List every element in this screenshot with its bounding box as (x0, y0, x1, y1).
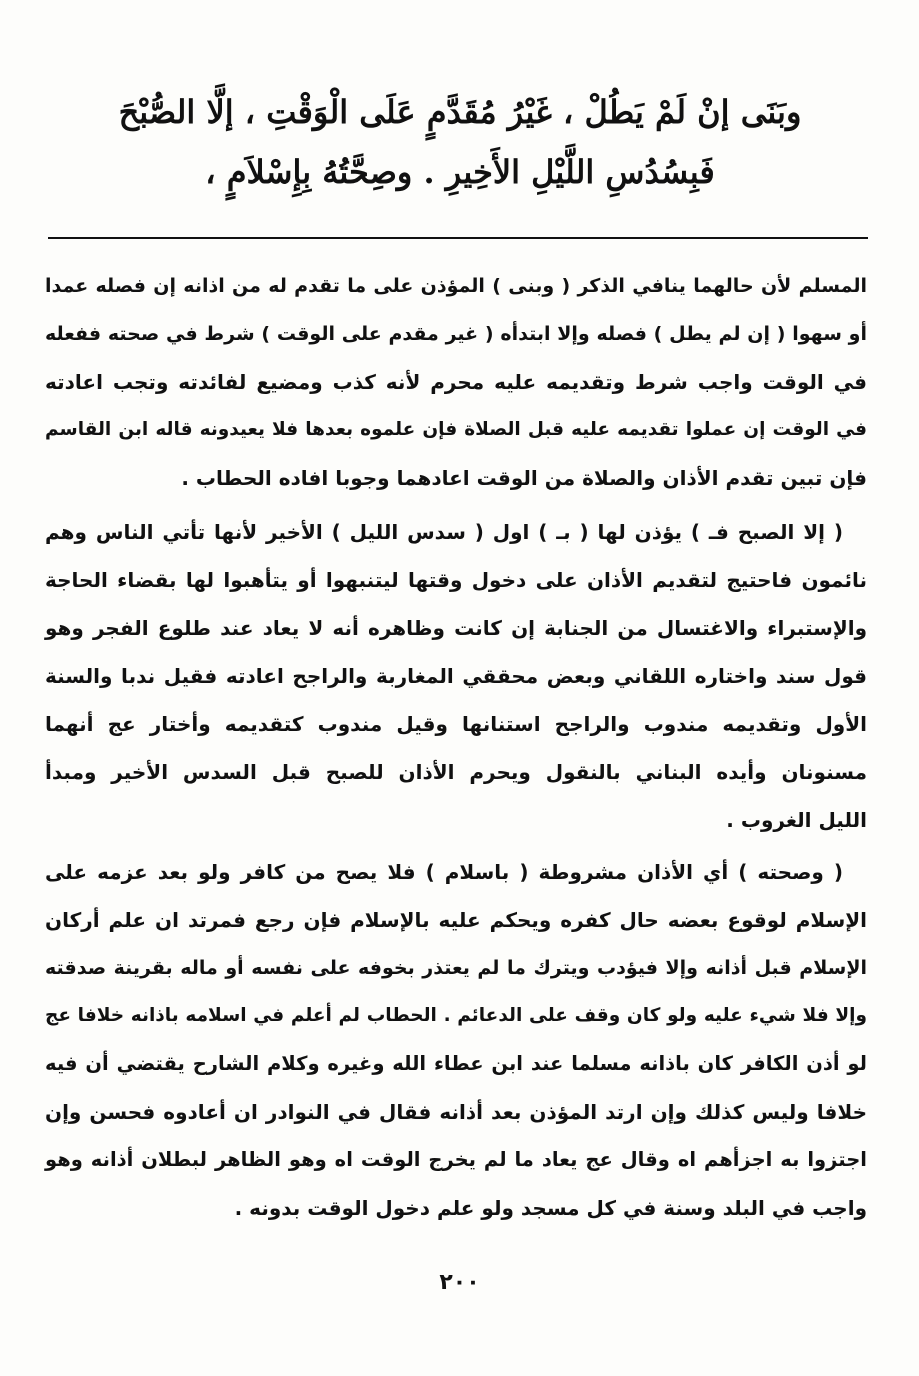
commentary-line: الإسلام قبل أذانه وإلا فيؤدب ويترك ما لم يعتذر بخوفه على نفسه أو ماله بقرينة صدقته (45, 957, 867, 979)
commentary-line: نائمون فاحتيج لتقديم الأذان على دخول وقتها ليتنبهوا أو يتأهبوا لها بقضاء الحاجة (45, 568, 867, 592)
matn-line-2: فَبِسُدُسِ اللَّيْلِ الأَخِيرِ . وصِحَّتُهُ بِإِسْلاَمٍ ، (205, 153, 715, 191)
commentary-line: الليل الغروب . (726, 808, 867, 832)
commentary-line: أو سهوا ( إن لم يطل ) فصله وإلا ابتدأه ( غير مقدم على الوقت ) شرط في صحته ففعله (45, 323, 867, 345)
commentary-line: ( إلا الصبح فـ ) يؤذن لها ( بـ ) اول ( سدس الليل ) الأخير لأنها تأتي الناس وهم (45, 520, 843, 544)
commentary-paragraph-2 (45, 508, 867, 844)
commentary-line: فإن تبين تقدم الأذان والصلاة من الوقت اعادهما وجوبا افاده الحطاب . (181, 466, 867, 490)
commentary-line: في الوقت واجب شرط وتقديمه عليه محرم لأنه كذب ومضيع لفائدته وتجب اعادته (45, 370, 867, 394)
commentary-line: قول سند واختاره اللقاني وبعض محققي المغاربة والراجح اعادته فقيل ندبا والسنة (45, 664, 867, 688)
commentary-line: والإستبراء والاغتسال من الجنابة إن كانت وظاهره أنه لا يعاد عند طلوع الفجر وهو (45, 616, 867, 640)
commentary-line: وإلا فلا شيء عليه ولو كان وقف على الدعائم . الحطاب لم أعلم في اسلامه باذانه خلافا عج (45, 1005, 867, 1026)
commentary-line: المسلم لأن حالهما ينافي الذكر ( وبنى ) المؤذن على ما تقدم له من اذانه إن فصله عمدا (45, 275, 867, 297)
commentary-line: الإسلام لوقوع بعضه حال كفره ويحكم عليه بالإسلام فإن رجع فمرتد ان علم أركان (45, 908, 867, 932)
commentary-line: في الوقت إن عملوا تقديمه عليه قبل الصلاة فإن علموه بعدها فلا يعيدونه قاله ابن القاسم (45, 419, 867, 440)
commentary-line: واجب في البلد وسنة في كل مسجد ولو علم دخول الوقت بدونه . (234, 1196, 867, 1220)
commentary-line: لو أذن الكافر كان باذانه مسلما عند ابن عطاء الله وغيره وكلام الشارح يقتضي أن فيه (45, 1052, 867, 1075)
commentary-paragraph-1 (45, 262, 867, 502)
commentary-line: ( وصحته ) أي الأذان مشروطة ( باسلام ) فلا يصح من كافر ولو بعد عزمه على (45, 860, 843, 884)
commentary-line: اجتزوا به اجزأهم اه وقال عج يعاد ما لم يخرج الوقت اه وهو الظاهر لبطلان أذانه وهو (45, 1148, 867, 1171)
matn-verse (60, 82, 860, 202)
separator-rule (48, 237, 868, 239)
commentary-line: خلافا وليس كذلك وإن ارتد المؤذن بعد أذانه فقال في النوادر ان أعادوه فحسن وإن (45, 1100, 867, 1124)
commentary-line: مسنونان وأيده البناني بالنقول ويحرم الأذان للصبح قبل السدس الأخير ومبدأ (45, 760, 867, 784)
page-number: ٢٠٠ (439, 1270, 480, 1295)
commentary-paragraph-3 (45, 848, 867, 1232)
commentary-line: الأول وتقديمه مندوب والراجح استنانها وقيل مندوب كتقديمه وأختار عج أنهما (45, 712, 867, 736)
matn-line-1: وبَنَى إنْ لَمْ يَطُلْ ، غَيْرُ مُقَدَّمٍ عَلَى الْوَقْتِ ، إلَّا الصُّبْحَ (118, 93, 802, 131)
